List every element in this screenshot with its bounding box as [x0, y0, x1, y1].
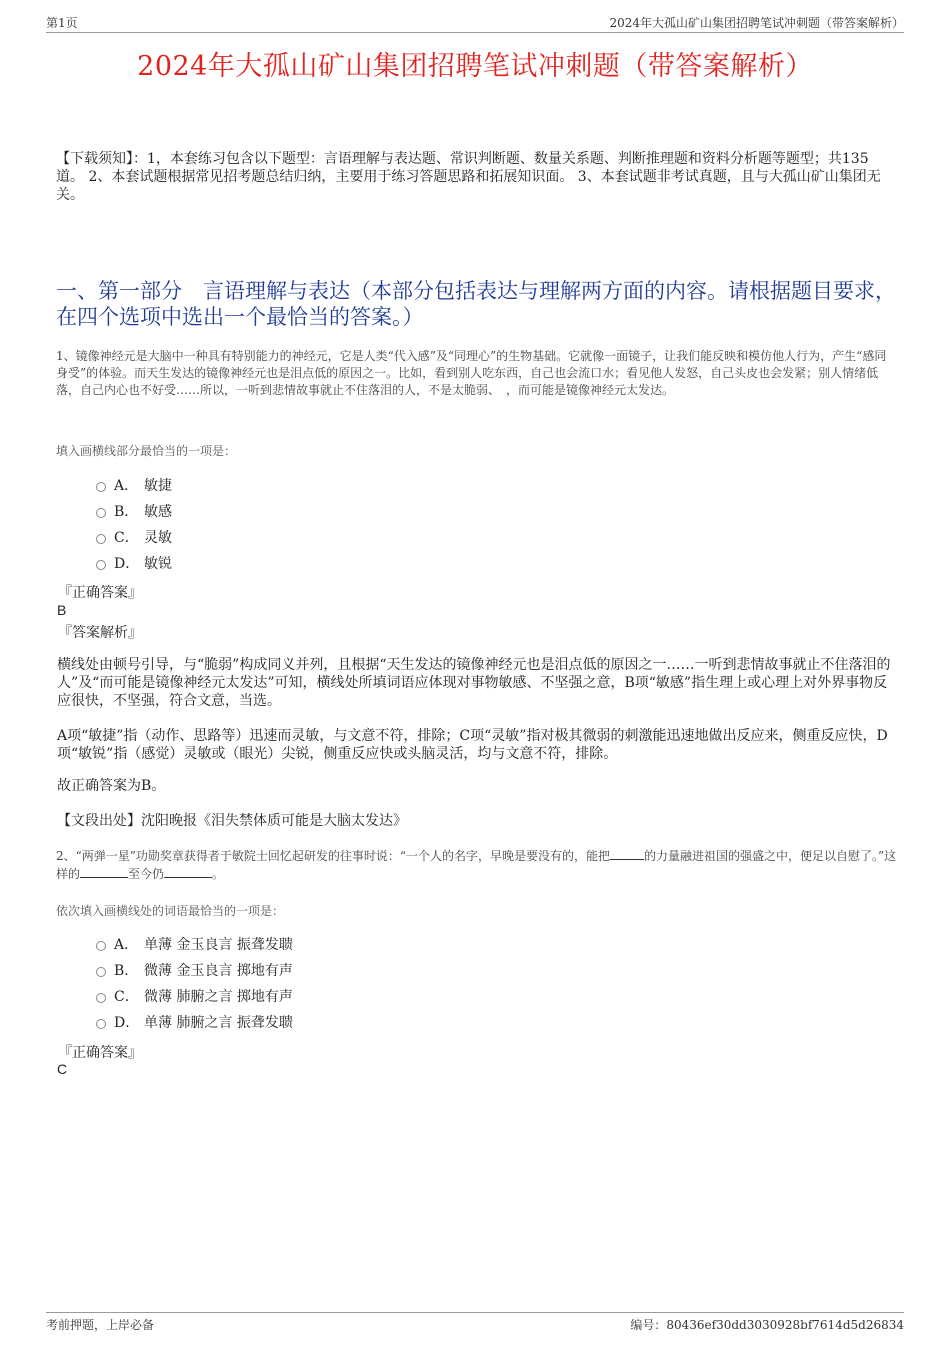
radio-icon[interactable] [96, 993, 106, 1003]
radio-icon[interactable] [96, 534, 106, 544]
question-2-prompt: 依次填入画横线处的词语最恰当的一项是： [56, 904, 285, 918]
page-footer [46, 1312, 904, 1333]
question-1-prompt: 填入画横线部分最恰当的一项是： [56, 444, 237, 458]
document-title: 2024年大孤山矿山集团招聘笔试冲刺题（带答案解析） [137, 51, 813, 82]
radio-icon[interactable] [96, 941, 106, 951]
section-heading: 一、第一部分 言语理解与表达（本部分包括表达与理解两方面的内容。请根据题目要求，在四个选项中选出一个最恰当的答案。） [56, 279, 896, 329]
q2-answer-label: 『正确答案』 [58, 1045, 142, 1061]
footer-slogan: 考前押题，上岸必备 [46, 1318, 155, 1332]
page-header [46, 14, 904, 33]
q2-option-c[interactable]: C． 微薄 肺腑之言 掷地有声 [96, 987, 293, 1007]
radio-icon[interactable] [96, 560, 106, 570]
blank-2 [80, 865, 128, 878]
q1-option-a[interactable]: A． 敏捷 [96, 476, 172, 496]
header-doc-title: 2024年大孤山矿山集团招聘笔试冲刺题（带答案解析） [609, 16, 904, 30]
q1-answer: B [57, 602, 67, 618]
q1-analysis-conclusion: 故正确答案为B。 [57, 778, 166, 794]
q1-option-d[interactable]: D． 敏锐 [96, 554, 172, 574]
q1-analysis-paragraph-1: 横线处由顿号引导，与“脆弱”构成同义并列，且根据“天生发达的镜像神经元也是泪点低的原因之一……一听到悲情故事就止不住落泪的人”及“而可能是镜像神经元太发达”可知，横线处所填词语应体现对事物敏感、不坚强之意，B项“敏感”指生理上或心理上对外界事物反应很快，不坚强，符合文意，当选。 [57, 657, 891, 709]
blank-3 [164, 865, 212, 878]
blank-1 [610, 847, 644, 860]
q2-option-a[interactable]: A． 单薄 金玉良言 振聋发聩 [96, 935, 293, 955]
q1-option-c[interactable]: C． 灵敏 [96, 528, 172, 548]
question-2-stem: 2、“两弹一星”功勋奖章获得者于敏院士回忆起研发的往事时说：“一个人的名字，早晚是要没有的，能把 的力量融进祖国的强盛之中，便足以自慰了。”这样的 至今仍 。 [56, 849, 897, 881]
q1-source: 【文段出处】沈阳晚报《泪失禁体质可能是大脑太发达》 [57, 813, 407, 829]
q1-option-b[interactable]: B． 敏感 [96, 502, 172, 522]
radio-icon[interactable] [96, 508, 106, 518]
q2-option-d[interactable]: D． 单薄 肺腑之言 振聋发聩 [96, 1013, 293, 1033]
q2-option-b[interactable]: B． 微薄 金玉良言 掷地有声 [96, 961, 293, 981]
page-number: 第1页 [46, 16, 78, 30]
q1-analysis-paragraph-2: A项“敏捷”指（动作、思路等）迅速而灵敏，与文意不符，排除；C项“灵敏”指对极其微弱的刺激能迅速地做出反应来，侧重反应快，D项“敏锐”指（感觉）灵敏或（眼光）尖锐，侧重反应快或头脑灵活，均与文意不符，排除。 [57, 728, 888, 762]
radio-icon[interactable] [96, 482, 106, 492]
radio-icon[interactable] [96, 1019, 106, 1029]
q2-answer: C [57, 1061, 68, 1077]
download-notice: 【下载须知】：1，本套练习包含以下题型：言语理解与表达题、常识判断题、数量关系题、判断推理题和资料分析题等题型；共135道。 2、本套试题根据常见招考题总结归纳，主要用于练习答题思路和拓展知识面。 3、本套试题非考试真题，且与大孤山矿山集团无关。 [56, 151, 881, 203]
footer-doc-id: 编号：80436ef30dd3030928bf7614d5d26834 [630, 1318, 904, 1332]
q1-answer-label: 『正确答案』 [58, 585, 142, 601]
q1-analysis-label: 『答案解析』 [58, 625, 142, 641]
radio-icon[interactable] [96, 967, 106, 977]
question-1-stem: 1、镜像神经元是大脑中一种具有特别能力的神经元，它是人类“代入感”及“同理心”的生物基础。它就像一面镜子，让我们能反映和模仿他人行为，产生“感同身受”的体验。而天生发达的镜像神经元也是泪点低的原因之一。比如，看到别人吃东西，自己也会流口水；看见他人发怒，自己头皮也会发紧；别人情绪低落，自己内心也不好受……所以，一听到悲情故事就止不住落泪的人，不是太脆弱、 ，而可能是镜像神经元太发达。 [56, 349, 887, 397]
